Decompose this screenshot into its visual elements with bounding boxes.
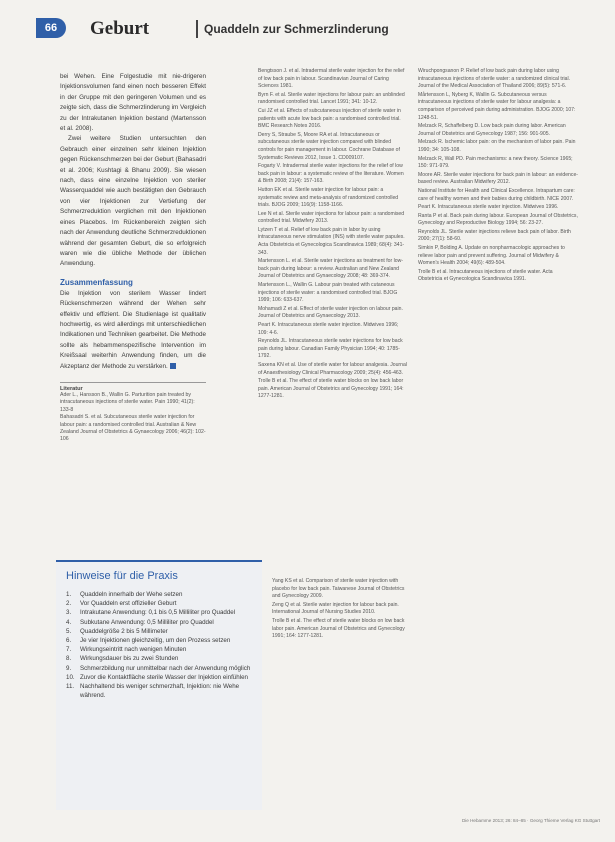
list-item: 4. Subkutane Anwendung: 0,5 Milliliter pro Quaddel <box>66 618 214 626</box>
chapter-title: Geburt <box>90 18 150 39</box>
literature-item: Bahasadri S. et al. Subcutaneous sterile water injection for labour pain: a randomised controlled trial. Australian & New Zealand Journal of Obstetrics & Gynaecology 2006; 46(2): 102-106 <box>60 414 206 443</box>
list-item: 9. Schmerzbildung nur unmittelbar nach der Anwendung möglich <box>66 664 251 672</box>
reference: Reynolds JL. Sterile water injections relieve back pain of labor. Birth 2000; 27(1): 58-60. <box>418 228 571 243</box>
column-3-references <box>418 68 578 808</box>
practice-tips-title: Hinweise für die Praxis <box>66 570 178 582</box>
column-2-references-lower <box>272 578 408 808</box>
summary-heading: Zusammenfassung <box>60 277 133 287</box>
reference: Mårtensson L, Nyberg K, Wallin G. Subcutaneous versus intracutaneous injections of sterile water for labour analgesia: a comparison of perceived pain during administration. BJOG 2000; 107: 1248-51. <box>418 91 576 121</box>
list-item: 1. Quaddeln innerhalb der Wehe setzen <box>66 591 183 598</box>
reference: Fogarty V. Intradermal sterile water injections for the relief of low back pain in labour: a systematic review of the literature. Women & Birth 2008; 21(4): 157-163. <box>258 163 404 185</box>
reference: Ranta P et al. Back pain during labour. European Journal of Obstetrics, Gynecology and Reproductive Biology 1994; 56: 23-27. <box>418 212 578 227</box>
chapter-subtitle: Quaddeln zur Schmerzlinderung <box>204 22 389 36</box>
reference: Trolle B et al. Intracutaneous injections of sterile water. Acta Obstetricia et Gynecologica Scandinavica 1991. <box>418 268 553 283</box>
practice-tips-box <box>56 560 262 810</box>
reference: Martensson L., Wallin G. Labour pain treated with cutaneous injections of sterile water: a randomised controlled trial. BJOG 1999; 106: 633-637. <box>258 282 398 304</box>
reference: Melzack R, Wall PD. Pain mechanisms: a new theory. Science 1965; 150: 971-979. <box>418 155 573 170</box>
page-header <box>36 18 596 40</box>
list-item: 11. Nachhaltend bis weniger schmerzhaft, Injektion: nie Wehe während. <box>66 683 240 700</box>
reference: Melzack R, Schaffelberg D. Low back pain during labor. American Journal of Obstetrics and Gynecology 1987; 156: 901-905. <box>418 123 566 137</box>
reference: Byrn F. et al. Sterile water injections for labour pain: an unblinded randomised controlled trial. Lancet 1991; 341: 10-12. <box>258 91 405 106</box>
column-2-references <box>258 68 408 568</box>
list-item: 7. Wirkungseintritt nach wenigen Minuten <box>66 646 187 654</box>
reference: Mohamadi Z et al. Effect of sterile water injection on labour pain. Journal of Obstetrics and Gynaecology 2013. <box>258 305 403 320</box>
reference: Simkin P, Bolding A. Update on nonpharmacologic approaches to relieve labor pain and prevent suffering. Journal of Midwifery & Women's Health 2004; 49(6): 489-504. <box>418 245 565 267</box>
literature-section <box>60 382 206 444</box>
list-item: 8. Wirkungsdauer bis zu zwei Stunden <box>66 655 179 663</box>
page-footer: Die Hebamme 2013; 26: 84–85 · Georg Thieme Verlag KG Stuttgart <box>461 818 600 823</box>
reference: Trolle B et al. The effect of sterile water blocks on low back labor pain. American Journal of Obstetrics and Gynecology 1991; 164: 1277-1281. <box>272 617 405 640</box>
literature-item: Ader L., Hansson B., Wallin G. Parturition pain treated by intracutaneous injections of sterile water. Pain 1990; 41(2): 133-8 <box>60 391 195 413</box>
body-text <box>60 72 206 270</box>
summary-text-block <box>60 289 206 372</box>
reference: Cui JZ et al. Effects of subcutaneous injection of sterile water in patients with acute low back pain: a randomised controlled trial. BMC Research Notes 2016. <box>258 107 401 130</box>
list-item: 10. Zuvor die Kontaktfläche sterile Wasser der Injektion einfühlen <box>66 673 248 681</box>
reference: Lee N et al. Sterile water injections for labour pain: a randomised controlled trial. Midwifery 2013. <box>258 210 405 225</box>
reference: Yang KS et al. Comparison of sterile water injection with placebo for low back pain. Taiwanese Journal of Obstetrics and Gynecology 2009. <box>272 578 405 600</box>
header-divider <box>196 20 198 38</box>
page-number: 66 <box>36 18 66 38</box>
list-item: 6. Je vier Injektionen gleichzeitig, um den Prozess setzen <box>66 637 231 645</box>
reference: Moore AR. Sterile water injections for back pain in labour: an evidence-based review. Australian Midwifery 2012. <box>418 171 578 186</box>
summary-text: Die Injektion von sterilem Wasser lindert Rückenschmerzen während der Wehen sehr effektiv und effizient. Die Studienlage ist qualitativ hochwertig, es wird allerdings mit unterschiedlichen Indikationen und Techniken gearbeitet. Die Methode sollte als hebammenspezifische Intervention im Kreißsaal weiterhin Anwendung finden, um die Akzeptanz der Methode zu verstärken. <box>60 289 206 370</box>
practice-tips-list <box>66 590 254 700</box>
paragraph: bei Wehen. Eine Folgestudie mit nie-drigeren Injektionsvolumen fand einen noch besseren Effekt in der Gruppe mit den geringeren Volumen und es zeigte sich, dass die Schmerzlinderung im Vergleich zu der Intrakutanen Injektion bestand (Martensson et al. 2008). <box>60 73 206 133</box>
column-1 <box>60 72 206 444</box>
reference: Reynolds JL. Intracutaneous sterile water injections for low back pain during labour. Canadian Family Physician 1994; 40: 1785-1792. <box>258 338 403 360</box>
reference: Peart K. Intracutaneous sterile water injection. Midwives 1996; 109: 4-6. <box>258 322 399 336</box>
list-item: 5. Quaddelgröße 2 bis 5 Millimeter <box>66 627 168 635</box>
reference: Martensson L. et al. Sterile water injections as treatment for low-back pain during labour: a review. Australian and New Zealand Journal of Obstetrics and Gynaecology 2008; 48: 369-374. <box>258 258 403 280</box>
reference: Saxena KN et al. Use of sterile water for labour analgesia. Journal of Anaesthesiology Clinical Pharmacology 2009; 25(4): 456-463. <box>258 361 407 376</box>
reference: Melzack R. Ischemic labor pain: on the mechanism of labor pain. Pain 1990; 34: 105-108. <box>418 139 576 153</box>
reference: Wiruchpongsanon P. Relief of low back pain during labor using intracutaneous injections of sterile water: a randomized clinical trial. Journal of the Medical Association of Thailand 2006; 89(5): 571-6. <box>418 68 571 90</box>
reference: Lytzen T et al. Relief of low back pain in labor by using intracutaneous nerve stimulation (INS) with sterile water papules. Acta Obstetricia et Gynecologica Scandinavica 1989; 68(4): 341-343. <box>258 226 405 256</box>
list-item: 2. Vor Quaddeln erst offizieller Geburt <box>66 600 177 608</box>
end-mark-icon <box>170 363 176 369</box>
reference: Hutton EK et al. Sterile water injection for labour pain: a systematic review and meta-analysis of randomized controlled trials. BJOG 2009; 116(9): 1158-1166. <box>258 186 399 209</box>
list-item: 3. Intrakutane Anwendung: 0,1 bis 0,5 Milliliter pro Quaddel <box>66 609 236 617</box>
reference: Zeng Q et al. Sterile water injection for labour back pain. International Journal of Nursing Studies 2010. <box>272 601 399 616</box>
paragraph: Zwei weitere Studien untersuchten den Gebrauch einer einzelnen sehr kleinen Injektion gegen Rückenschmerzen bei der Geburt (Bahasadri et al. 2006; Kushtagi & Bhanu 2009). Sie wiesen nach, dass eine einzelne Injektion von steriler Wasserquaddel wie auch bestätigten den Gebrauch von vier Injektionen zur Vertiefung der Schmerzreduktion verglichen mit den Injektionen eines Placebos. Im Rückenbereich zeigten sich nach der Anwendung deutliche Schmerzreduktionen während der gesamten Geburt, die so erfolgreich waren wie die übliche Methode der üblichen Anwendung. <box>60 135 206 268</box>
reference: Derry S, Straube S, Moore RA et al. Intracutaneous or subcutaneous sterile water injection compared with blinded controls for pain management in labour. Cochrane Database of Systematic Reviews 2012, Issue 1. CD009107. <box>258 131 400 161</box>
reference: Trolle B et al. The effect of sterile water blocks on low back labor pain. American Journal of Obstetrics and Gynecology 1991; 164: 1277-1281. <box>258 378 404 400</box>
reference: Bengtsson J. et al. Intradermal sterile water injection for the relief of low back pain in labour. Scandinavian Journal of Caring Sciences 1981. <box>258 68 405 90</box>
literature-heading: Literatur <box>60 385 83 392</box>
reference: National Institute for Health and Clinical Excellence. Intrapartum care: care of healthy women and their babies during childbirth. NICE 2007. <box>418 187 575 202</box>
reference: Peart K. Intracutaneous sterile water injection. Midwives 1996. <box>418 204 559 211</box>
